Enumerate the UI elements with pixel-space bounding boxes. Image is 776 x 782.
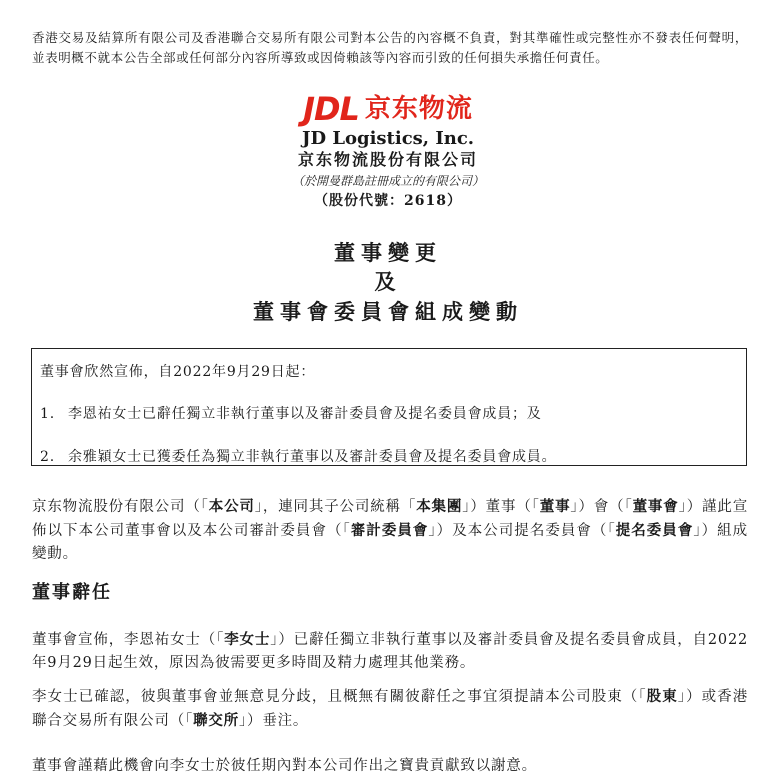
- company-name-chinese: 京东物流股份有限公司: [297, 150, 478, 169]
- text-run: 」）及本公司提名委員會（「: [428, 523, 616, 539]
- section-heading-resignation: 董事辭任: [32, 582, 112, 603]
- text-run: 」）垂注。: [238, 713, 309, 729]
- incorporation-note: （於開曼群島註冊成立的有限公司）: [291, 174, 484, 188]
- resignation-paragraph: [32, 628, 748, 675]
- defined-term: 股東: [646, 688, 678, 705]
- text-run: 董事會宣佈，李恩祐女士（「: [32, 632, 225, 648]
- thanks-paragraph: 董事會謹藉此機會向李女士於彼任期內對本公司作出之寶貴貢獻致以謝意。: [32, 758, 537, 774]
- defined-term: 本集團: [416, 498, 463, 515]
- summary-item-text: 余雅穎女士已獲委任為獨立非執行董事以及審計委員會及提名委員會成員。: [68, 449, 557, 465]
- announcement-title-line3: 董事會委員會組成變動: [253, 299, 523, 324]
- disclaimer-text: 香港交易及結算所有限公司及香港聯合交易所有限公司對本公告的內容概不負責，對其準確性或完整性亦不發表任何聲明，並表明概不就本公告全部或任何部分內容所導致或因倚賴該等內容而引致的任何損失承擔任何責任。: [32, 30, 748, 65]
- text-run: 」）會（「: [570, 499, 633, 515]
- defined-term: 聯交所: [193, 712, 239, 729]
- summary-box: [31, 348, 747, 466]
- stock-code: （股份代號：2618）: [314, 193, 462, 209]
- announcement-title-line1: 董事變更: [334, 240, 442, 265]
- logo-chinese-name: 京东物流: [364, 94, 473, 124]
- text-run: 」）或香港聯合交易所有限公司（「: [32, 689, 749, 729]
- company-logo: [0, 91, 776, 127]
- defined-term: 董事會: [632, 498, 679, 515]
- summary-item-text: 李恩祐女士已辭任獨立非執行董事以及審計委員會及提名委員會成員；及: [68, 406, 542, 422]
- summary-item-number: 1.: [40, 406, 55, 422]
- text-run: 」）董事（「: [462, 499, 540, 515]
- summary-item-number: 2.: [40, 449, 55, 465]
- text-run: 」）組成變動。: [32, 523, 748, 562]
- text-run: 」）已辭任獨立非執行董事以及審計委員會及提名委員會成員，自2022年9月29日起生效，原因為彼需要更多時間及精力處理其他業務。: [32, 632, 748, 671]
- confirmation-paragraph: [32, 685, 748, 733]
- defined-term: 審計委員會: [350, 522, 429, 539]
- summary-intro: 董事會欣然宣佈，自2022年9月29日起：: [40, 364, 316, 380]
- text-run: 」，連同其子公司統稱「: [254, 499, 417, 515]
- text-run: 京东物流股份有限公司（「: [32, 499, 209, 515]
- main-paragraph: [32, 495, 748, 566]
- jdl-logo-icon: JDL: [303, 90, 359, 128]
- text-run: 李女士已確認，彼與董事會並無意見分歧，且概無有關彼辭任之事宜須提請本公司股東（「: [32, 689, 647, 705]
- company-name-english: JD Logistics, Inc.: [301, 128, 475, 149]
- defined-term: 李女士: [224, 631, 271, 648]
- defined-term: 董事: [539, 498, 571, 515]
- defined-term: 提名委員會: [615, 522, 694, 539]
- summary-item: [40, 446, 556, 466]
- text-run: 」）謹此宣佈以下本公司董事會以及本公司審計委員會（「: [32, 499, 748, 539]
- defined-term: 本公司: [208, 498, 255, 515]
- announcement-title-line2: 及: [374, 269, 402, 294]
- summary-item: [40, 403, 542, 423]
